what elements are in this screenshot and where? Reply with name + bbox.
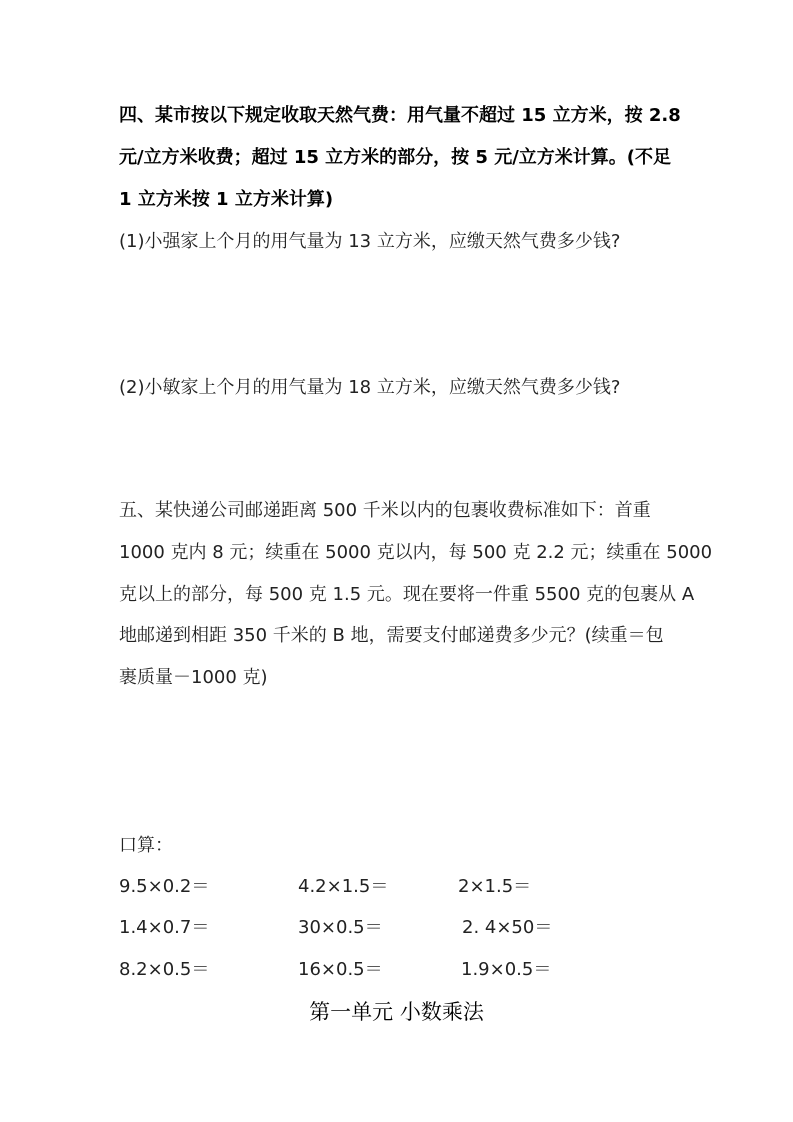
calc-item: 16×0.5＝ <box>298 959 383 980</box>
calc-item: 1.4×0.7＝ <box>119 917 210 938</box>
footer-unit-title: 第一单元 小数乘法 <box>309 1000 484 1024</box>
section5-line-5: 裹质量－1000 克) <box>119 667 268 688</box>
calc-item: 9.5×0.2＝ <box>119 876 210 897</box>
section5-line-4: 地邮递到相距 350 千米的 B 地，需要支付邮递费多少元？(续重＝包 <box>119 625 664 646</box>
calc-item: 8.2×0.5＝ <box>119 959 210 980</box>
section4-question-2: (2)小敏家上个月的用气量为 18 立方米，应缴天然气费多少钱? <box>119 377 621 398</box>
section4-line-1: 四、某市按以下规定收取天然气费：用气量不超过 15 立方米，按 2.8 <box>119 105 681 126</box>
calc-item: 2. 4×50＝ <box>462 917 553 938</box>
section5-line-1: 五、某快递公司邮递距离 500 千米以内的包裹收费标准如下：首重 <box>119 500 651 521</box>
calc-item: 4.2×1.5＝ <box>298 876 389 897</box>
calc-item: 1.9×0.5＝ <box>461 959 552 980</box>
mental-math-heading: 口算： <box>119 835 173 856</box>
section5-line-3: 克以上的部分，每 500 克 1.5 元。现在要将一件重 5500 克的包裹从 A <box>119 584 695 605</box>
section4-line-2: 元/立方米收费；超过 15 立方米的部分，按 5 元/立方米计算。(不足 <box>119 147 672 168</box>
section4-question-1: (1)小强家上个月的用气量为 13 立方米，应缴天然气费多少钱? <box>119 231 621 252</box>
section4-line-3: 1 立方米按 1 立方米计算) <box>119 189 334 210</box>
calc-item: 2×1.5＝ <box>458 876 532 897</box>
section5-line-2: 1000 克内 8 元；续重在 5000 克以内，每 500 克 2.2 元；续重在 5000 <box>119 542 713 563</box>
calc-item: 30×0.5＝ <box>298 917 383 938</box>
